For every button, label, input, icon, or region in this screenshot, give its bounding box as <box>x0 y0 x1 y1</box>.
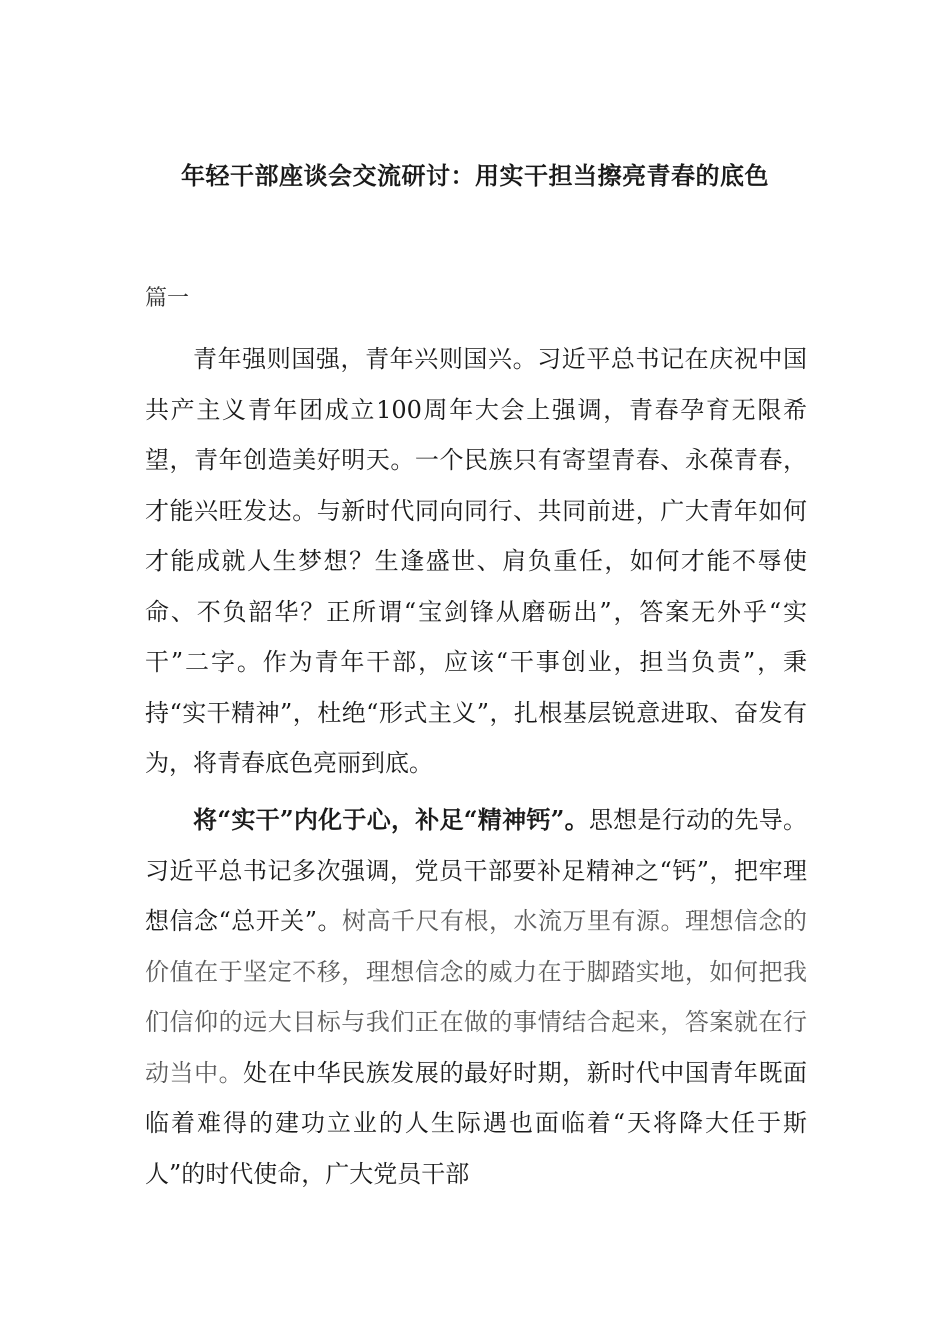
paragraph-2-text-a: 思想是行动的先导。习近平总书记多次强调，党员干部要补足精神之“钙”，把牢理想信念“总开关”。 <box>145 806 808 935</box>
paragraph-2 <box>145 795 807 1199</box>
paragraph-2-text-b: 树高千尺有根，水流万里有源。理想信念的价值在于坚定不移，理想信念的威力在于脚踏实地，如何把我们信仰的远大目标与我们正在做的事情结合起来，答案就在行动当中。 <box>145 907 807 1087</box>
paragraph-2-text-c: 处在中华民族发展的最好时期，新时代中国青年既面临着难得的建功立业的人生际遇也面临着“天将降大任于斯人”的时代使命，广大党员干部 <box>145 1058 808 1188</box>
document-title: 年轻干部座谈会交流研讨：用实干担当擦亮青春的底色 <box>181 161 769 190</box>
section-label: 篇一 <box>145 286 190 311</box>
paragraph-2-lead: 将“实干”内化于心，补足“精神钙”。 <box>193 805 589 834</box>
paragraph-1: 青年强则国强，青年兴则国兴。习近平总书记在庆祝中国共产主义青年团成立100周年大会上强调，青春孕育无限希望，青年创造美好明天。一个民族只有寄望青春、永葆青春，才能兴旺发达。与新时代同向同行、共同前进，广大青年如何才能成就人生梦想？生逢盛世、肩负重任，如何才能不辱使命、不负韶华？正所谓“宝剑锋从磨砺出”，答案无外乎“实干”二字。作为青年干部，应该“干事创业，担当负责”，秉持“实干精神”，杜绝“形式主义”，扎根基层锐意进取、奋发有为，将青春底色亮丽到底。 <box>145 345 807 777</box>
